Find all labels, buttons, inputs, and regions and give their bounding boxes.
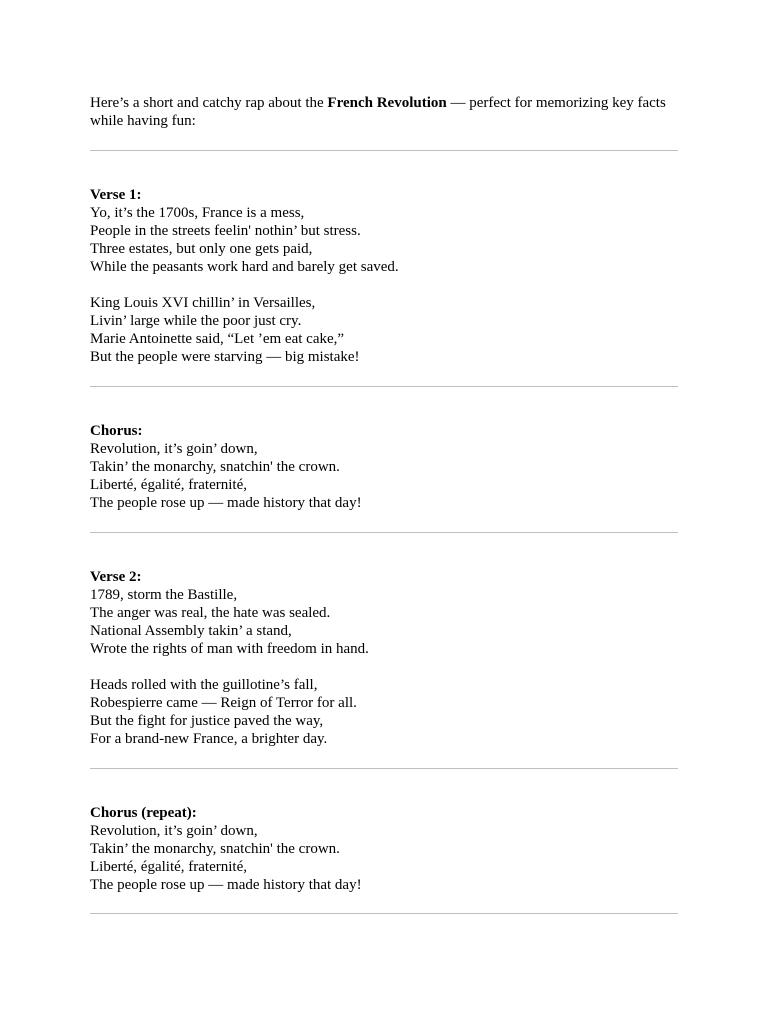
lyric-line: Wrote the rights of man with freedom in hand. [90,641,369,657]
verse-1-heading: Verse 1: [90,187,142,203]
lyric-line: People in the streets feelin' nothin’ but stress. [90,223,361,239]
lyric-line: King Louis XVI chillin’ in Versailles, [90,295,316,311]
divider [90,150,678,151]
lyric-line: While the peasants work hard and barely get saved. [90,259,399,275]
chorus-heading: Chorus: [90,423,143,439]
lyric-line: Robespierre came — Reign of Terror for all. [90,695,357,711]
intro-text-before: Here’s a short and catchy rap about the [90,95,328,111]
lyric-line: Revolution, it’s goin’ down, [90,441,258,457]
lyric-line: Liberté, égalité, fraternité, [90,477,247,493]
stanza-gap [90,658,680,676]
lyric-line: Livin’ large while the poor just cry. [90,313,302,329]
chorus-repeat-section [90,804,680,894]
divider [90,913,678,914]
lyric-line: Takin’ the monarchy, snatchin' the crown. [90,459,340,475]
lyric-line: National Assembly takin’ a stand, [90,623,292,639]
verse-1-section [90,186,680,366]
lyric-line: The people rose up — made history that day! [90,877,362,893]
lyric-line: Yo, it’s the 1700s, France is a mess, [90,205,305,221]
verse-2-heading: Verse 2: [90,569,142,585]
lyric-line: Marie Antoinette said, “Let ’em eat cake,” [90,331,345,347]
divider [90,532,678,533]
divider [90,386,678,387]
intro-bold-topic: French Revolution [327,95,447,111]
lyric-line: But the fight for justice paved the way, [90,713,324,729]
stanza-gap [90,276,680,294]
lyric-line: Liberté, égalité, fraternité, [90,859,247,875]
lyric-line: Takin’ the monarchy, snatchin' the crown. [90,841,340,857]
intro-text-after: — perfect for memorizing key facts while having fun: [90,95,666,129]
lyric-line: Heads rolled with the guillotine’s fall, [90,677,318,693]
chorus-section [90,422,680,512]
lyric-line: But the people were starving — big mistake! [90,349,360,365]
chorus-repeat-heading: Chorus (repeat): [90,805,197,821]
intro-paragraph [90,94,680,130]
divider [90,768,678,769]
lyric-line: The anger was real, the hate was sealed. [90,605,331,621]
lyric-line: 1789, storm the Bastille, [90,587,238,603]
lyric-line: Revolution, it’s goin’ down, [90,823,258,839]
lyric-line: For a brand-new France, a brighter day. [90,731,328,747]
lyric-line: The people rose up — made history that day! [90,495,362,511]
lyric-line: Three estates, but only one gets paid, [90,241,313,257]
verse-2-section [90,568,680,748]
